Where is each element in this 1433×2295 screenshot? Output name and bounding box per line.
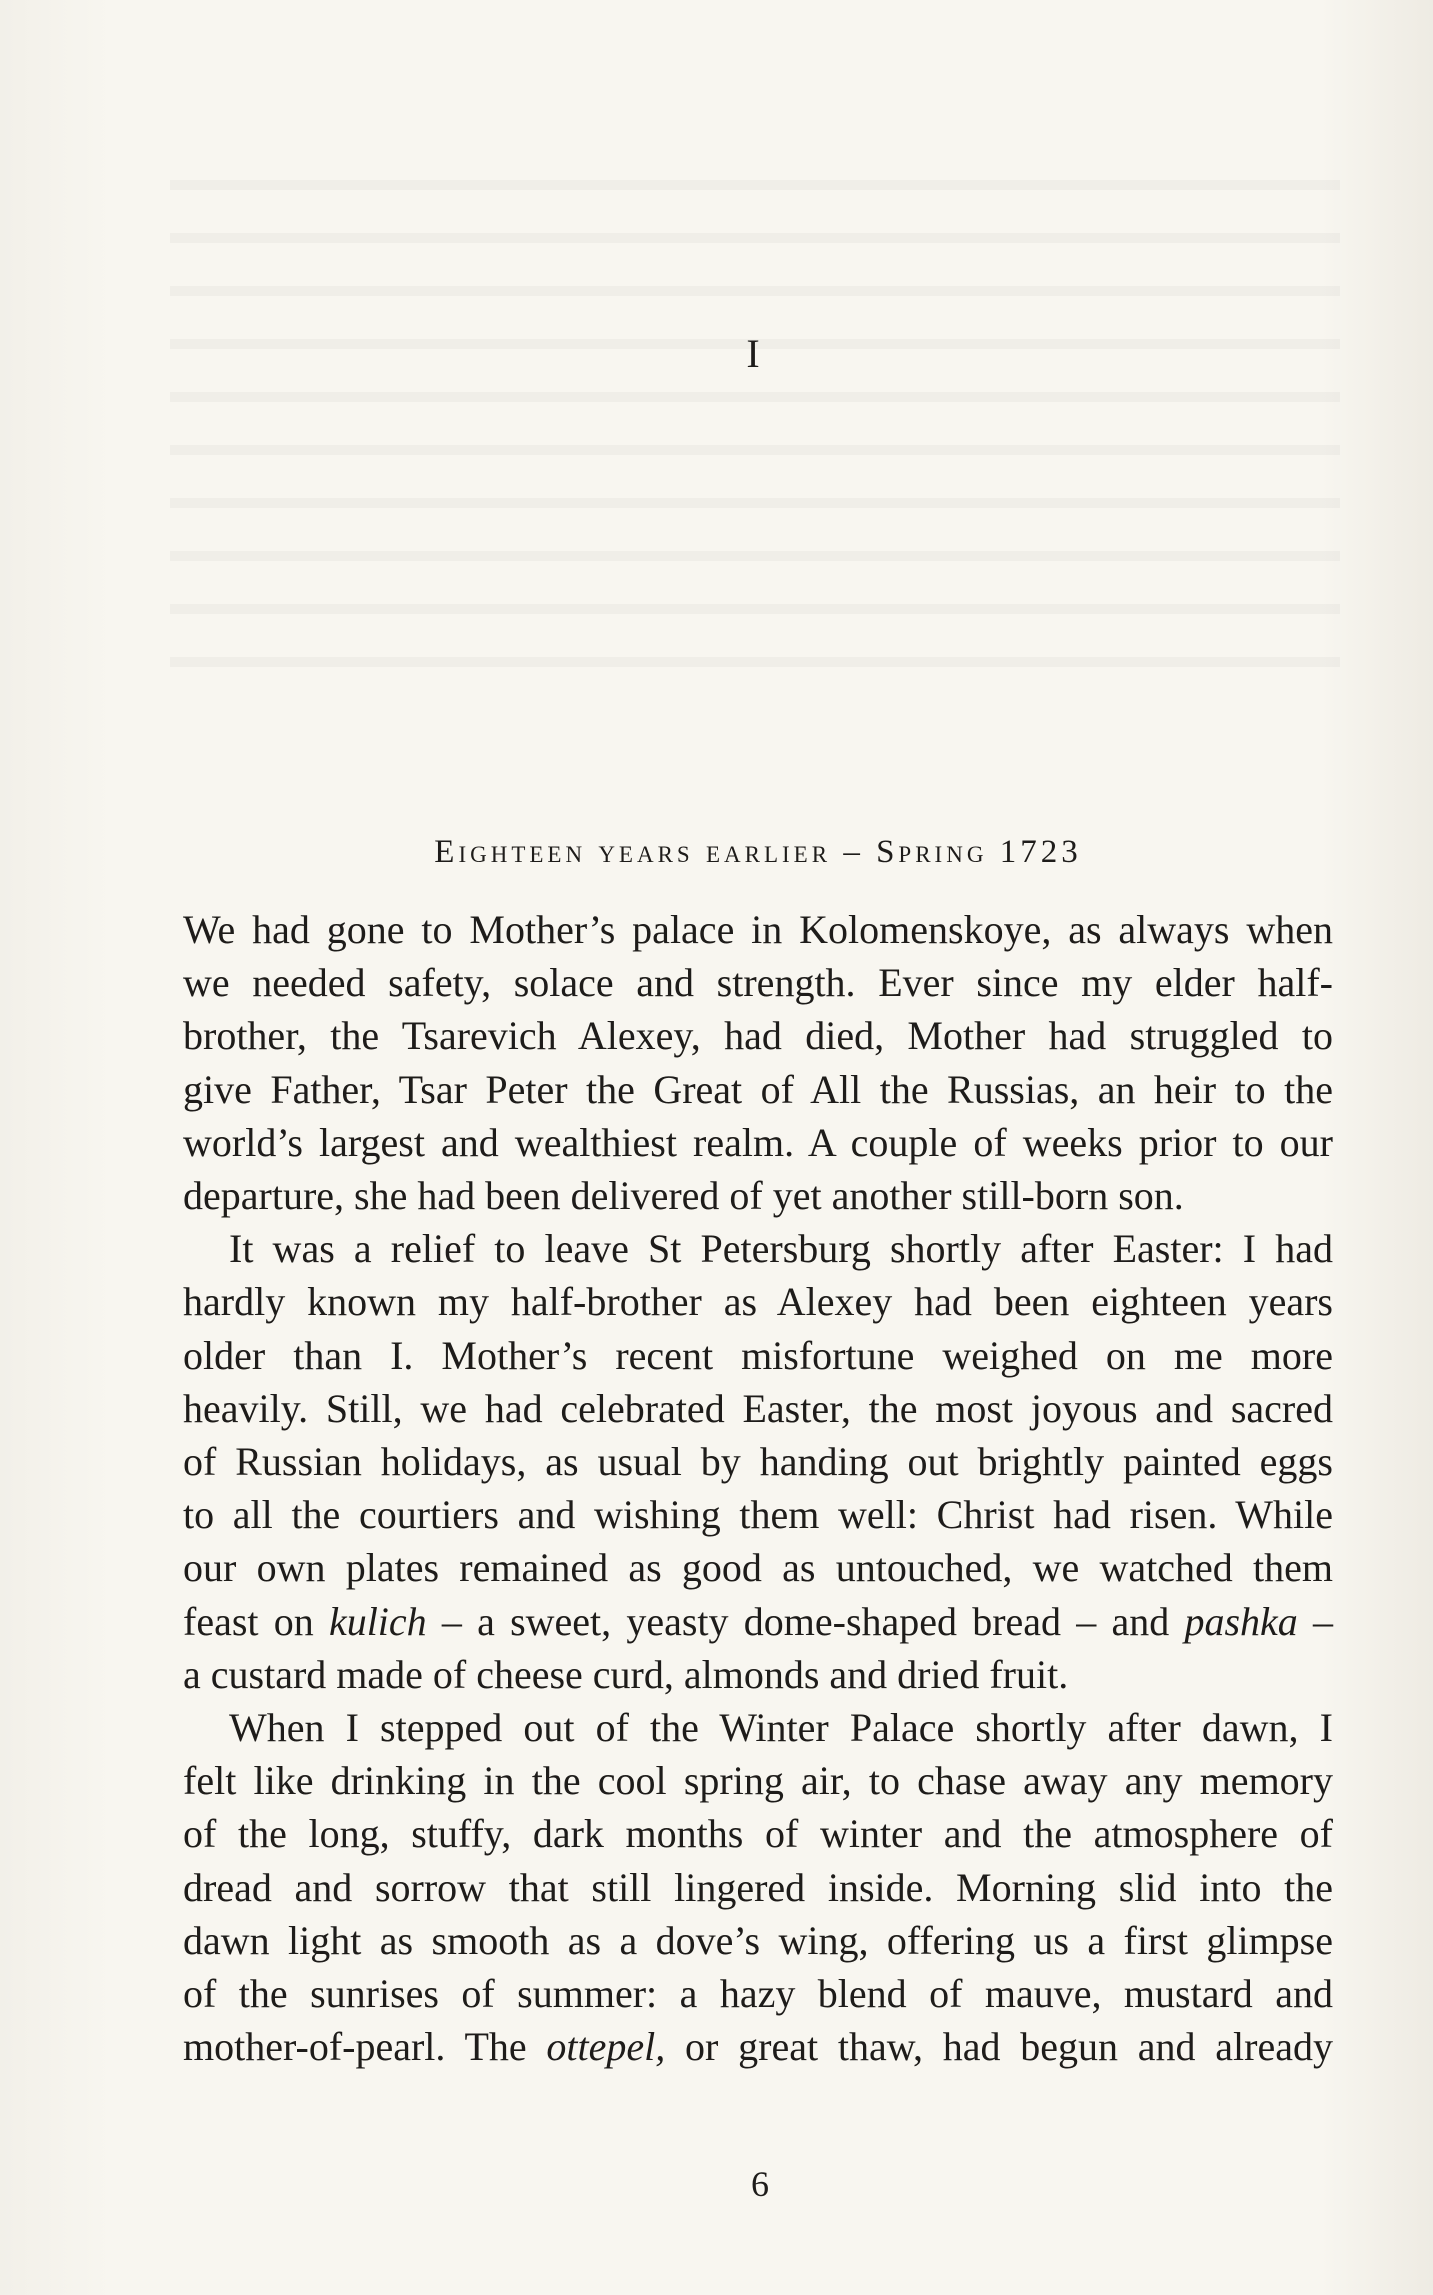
text-segment: feast on [183,1598,329,1644]
text-line: of the sunrises of summer: a hazy blend of mauve, mustard and [183,1971,1333,2017]
text-line: hardly known my half-brother as Alexey had been eighteen years [183,1279,1333,1325]
text-line: heavily. Still, we had celebrated Easter, the most joyous and sacred [183,1385,1333,1431]
text-line: felt like drinking in the cool spring air, to chase away any memory [183,1758,1333,1804]
text-line: to all the courtiers and wishing them well: Christ had risen. While [183,1492,1333,1538]
text-segment: – a sweet, yeasty dome-shaped bread – and [426,1598,1185,1644]
text-line: dread and sorrow that still lingered inside. Morning slid into the [183,1864,1333,1910]
italic-term-ottepel: ottepel, [546,2024,666,2070]
paragraph-3 [183,1701,1333,2073]
text-line: world’s largest and wealthiest realm. A couple of weeks prior to our [183,1119,1333,1165]
text-segment: mother-of-pearl. The [183,2024,547,2070]
text-line: of the long, stuffy, dark months of winter and the atmosphere of [183,1811,1333,1857]
text-line: It was a relief to leave St Petersburg shortly after Easter: I had [229,1226,1333,1272]
text-line: When I stepped out of the Winter Palace shortly after dawn, I [229,1705,1333,1751]
paragraph-1 [183,903,1333,1222]
show-through-texture [170,150,1340,710]
text-line: brother, the Tsarevich Alexey, had died, Mother had struggled to [183,1013,1333,1059]
text-line-with-italics [183,2020,1333,2073]
text-line: give Father, Tsar Peter the Great of All the Russias, an heir to the [183,1066,1333,1112]
italic-term-kulich: kulich [328,1598,427,1644]
text-line: our own plates remained as good as untouched, we watched them [183,1545,1333,1591]
text-line: we needed safety, solace and strength. Ever since my elder half- [183,960,1333,1006]
chapter-number: I [746,331,762,376]
text-line: a custard made of cheese curd, almonds and dried fruit. [183,1651,1069,1697]
text-line: dawn light as smooth as a dove’s wing, offering us a first glimpse [183,1917,1333,1963]
text-line: of Russian holidays, as usual by handing out brightly painted eggs [183,1439,1333,1485]
section-heading: Eighteen years earlier – Spring 1723 [434,834,1082,870]
text-segment: or great thaw, had begun and already [665,2024,1333,2070]
text-line: departure, she had been delivered of yet another still-born son. [183,1173,1184,1219]
paragraph-2 [183,1222,1333,1701]
italic-term-pashka: pashka [1184,1598,1298,1644]
text-line-with-italics [183,1595,1333,1648]
body-text [183,903,1333,2073]
text-line: older than I. Mother’s recent misfortune weighed on me more [183,1332,1333,1378]
page-number: 6 [751,2164,769,2204]
text-segment: – [1297,1598,1333,1644]
text-line: We had gone to Mother’s palace in Kolomenskoye, as always when [183,907,1333,952]
